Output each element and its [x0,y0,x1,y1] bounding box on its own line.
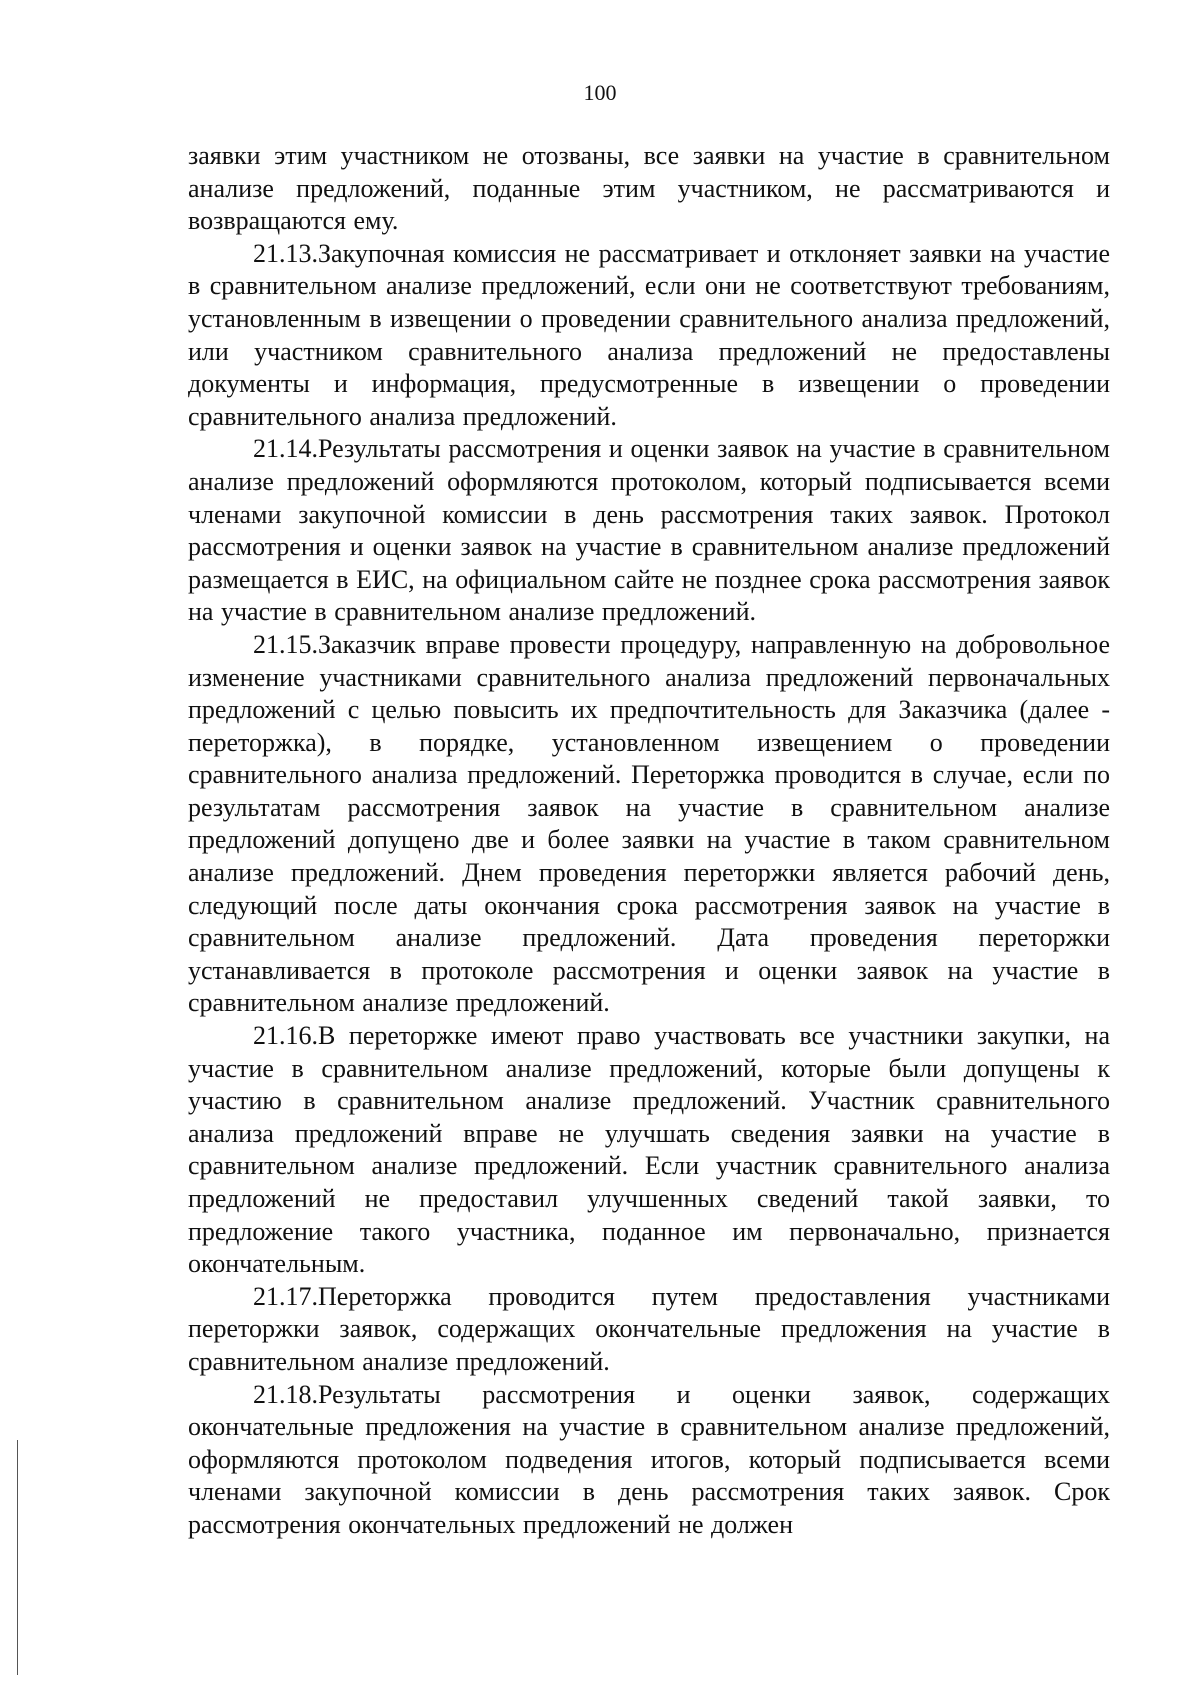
paragraph-21-18: 21.18.Результаты рассмотрения и оценки заявок, содержащих окончательные предложения на участие в сравнительном анализе предложений, оформляются протоколом подведения итогов, который подписывается всеми членами закупочной комиссии в день рассмотрения таких заявок. Срок рассмотрения окончательных предложений не должен [188,1379,1110,1539]
paragraph-21-14: 21.14.Результаты рассмотрения и оценки заявок на участие в сравнительном анализе предложений оформляются протоколом, который подписывается всеми членами закупочной комиссии в день рассмотрения таких заявок. Протокол рассмотрения и оценки заявок на участие в сравнительном анализе предложений размещается в ЕИС, на официальном сайте не позднее срока рассмотрения заявок на участие в сравнительном анализе предложений. [188,434,1110,627]
paragraph-21-16: 21.16.В переторжке имеют право участвовать все участники закупки, на участие в сравнительном анализе предложений, которые были допущены к участию в сравнительном анализе предложений. Участник сравнительного анализа предложений вправе не улучшать сведения заявки на участие в сравнительном анализе предложений. Если участник сравнительного анализа предложений не предоставил улучшенных сведений такой заявки, то предложение такого участника, поданное им первоначально, признается окончательным. [188,1021,1110,1279]
paragraph-21-15: 21.15.Заказчик вправе провести процедуру, направленную на добровольное изменение участниками сравнительного анализа предложений первоначальных предложений с целью повысить их предпочтительность для Заказчика (далее - переторжка), в порядке, установленном извещением о проведении сравнительного анализа предложений. Переторжка проводится в случае, если по результатам рассмотрения заявок на участие в сравнительном анализе предложений допущено две и более заявки на участие в таком сравнительном анализе предложений. Днем проведения переторжки является рабочий день, следующий после даты окончания срока рассмотрения заявок на участие в сравнительном анализе предложений. Дата проведения переторжки устанавливается в протоколе рассмотрения и оценки заявок на участие в сравнительном анализе предложений. [188,629,1110,1018]
page-number: 100 [583,80,617,105]
paragraph-21-17: 21.17.Переторжка проводится путем предоставления участниками переторжки заявок, содержащих окончательные предложения на участие в сравнительном анализе предложений. [188,1281,1110,1376]
paragraph-21-13: 21.13.Закупочная комиссия не рассматривает и отклоняет заявки на участие в сравнительном анализе предложений, если они не соответствуют требованиям, установленным в извещении о проведении сравнительного анализа предложений, или участником сравнительного анализа предложений не предоставлены документы и информация, предусмотренные в извещении о проведении сравнительного анализа предложений. [188,238,1110,431]
document-body [188,140,1110,1542]
paragraph-continuation: заявки этим участником не отозваны, все заявки на участие в сравнительном анализе предложений, поданные этим участником, не рассматриваются и возвращаются ему. [188,141,1110,236]
scan-margin-line [17,1440,18,1675]
